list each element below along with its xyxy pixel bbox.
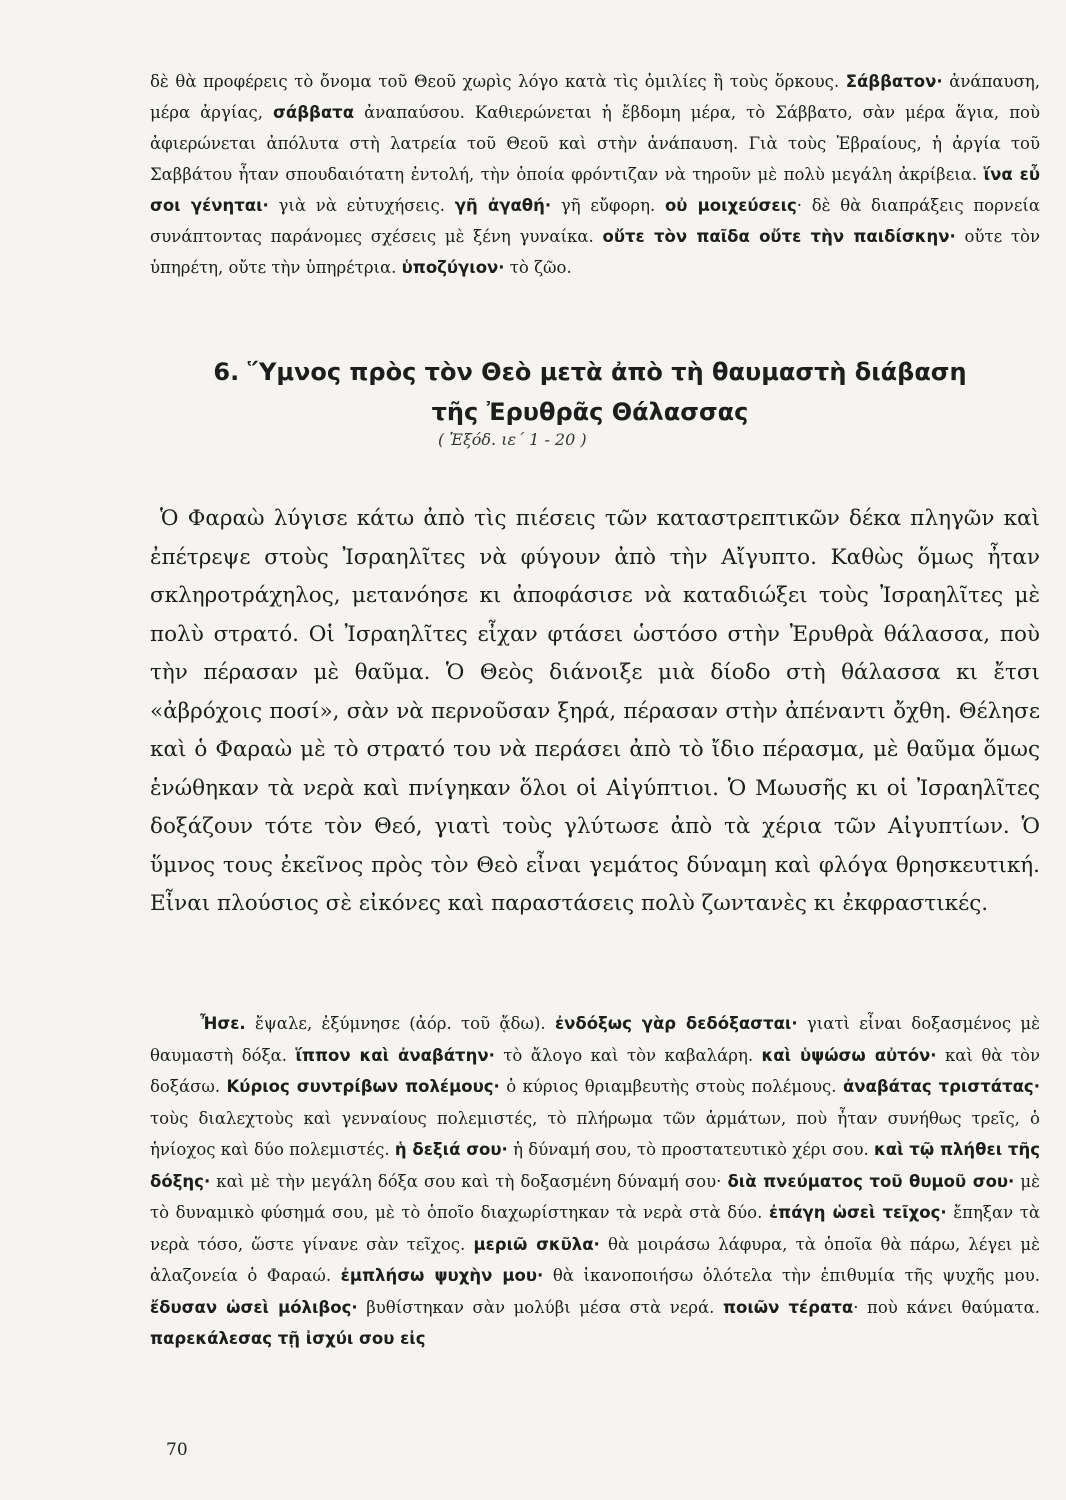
gloss-text: γιὰ νὰ εὐτυχήσεις. bbox=[268, 196, 455, 215]
gloss-text: ἡ δύναμή σου, τὸ προστατευτικὸ χέρι σου. bbox=[507, 1140, 875, 1159]
gloss-text: · δὲ θὰ διαπράξεις πορνεία συνάπτοντας παράνομες σχέσεις μὲ ξένη γυναίκα. bbox=[150, 196, 1040, 246]
lemma-term: ἐνδόξως γὰρ δεδόξασται· bbox=[554, 1014, 798, 1033]
gloss-text: μὲ τὸ δυναμικὸ φύσημά σου, μὲ τὸ ὁποῖο διαχωρίστηκαν τὰ νερὰ στὰ δύο. bbox=[150, 1171, 1040, 1222]
gloss-text: τοὺς διαλεχτοὺς καὶ γενναίους πολεμιστές, τὸ πλήρωμα τῶν ἁρμάτων, ποὺ ἦταν συνήθως τρεῖς, ὁ ἡνίοχος καὶ δύο πολεμιστές. bbox=[150, 1108, 1040, 1159]
lemma-term: οὐ μοιχεύσεις bbox=[664, 196, 797, 215]
heading-line-2: τῆς Ἐρυθρᾶς Θάλασσας bbox=[431, 398, 749, 426]
gloss-text: θὰ μοιράσω λάφυρα, τὰ ὁποῖα θὰ πάρω, λέγει μὲ ἀλαζονεία ὁ Φαραώ. bbox=[150, 1234, 1041, 1285]
gloss-text: τὸ ζῶο. bbox=[504, 258, 572, 277]
lemma-term: ἐπάγη ὡσεὶ τεῖχος· bbox=[768, 1203, 947, 1222]
lemma-term: ἀναβάτας τριστάτας· bbox=[842, 1077, 1040, 1096]
lemma-term: διὰ πνεύματος τοῦ θυμοῦ σου· bbox=[727, 1171, 1015, 1191]
lemma-term: παρεκάλεσας τῇ ἰσχύι σου εἰς bbox=[150, 1329, 426, 1348]
lemma-term: Κύριος συντρίβων πολέμους· bbox=[226, 1077, 500, 1096]
body-paragraph: Ὁ Φαραὼ λύγισε κάτω ἀπὸ τὶς πιέσεις τῶν καταστρεπτικῶν δέκα πληγῶν καὶ ἐπέτρεψε στοὺς Ἰσραηλῖτες νὰ φύγουν ἀπὸ τὴν Αἴγυπτο. Καθὼς ὅμως ἦταν σκληροτράχηλος, μετανόησε κι ἀποφάσισε νὰ καταδιώξει τοὺς Ἰσραηλῖτες μὲ πολὺ στρατό. Οἱ Ἰσραηλῖτες εἶχαν φτάσει ὡστόσο στὴν Ἐρυθρὰ θάλασσα, ποὺ τὴν πέρασαν μὲ θαῦμα. Ὁ Θεὸς διάνοιξε μιὰ δίοδο στὴ θάλασσα κι ἔτσι «ἀβρόχοις ποσί», σὰν νὰ περνοῦσαν ξηρά, πέρασαν στὴν ἀπέναντι ὄχθη. Θέλησε καὶ ὁ Φαραὼ μὲ τὸ στρατό του νὰ περάσει ἀπὸ τὸ ἴδιο πέρασμα, μὲ θαῦμα ὅμως ἑνώθηκαν τὰ νερὰ καὶ πνίγηκαν ὅλοι οἱ Αἰγύπτιοι. Ὁ Μωυσῆς κι οἱ Ἰσραηλῖτες δοξάζουν τότε τὸν Θεό, γιατὶ τοὺς γλύτωσε ἀπὸ τὰ χέρια τῶν Αἰγυπτίων. Ὁ ὕμνος τους ἐκεῖνος πρὸς τὸν Θεὸ εἶναι γεμάτος δύναμη καὶ φλόγα θρησκευτική. Εἶναι πλούσιος σὲ εἰκόνες καὶ παραστάσεις πολὺ ζωντανὲς κι ἐκφραστικές. bbox=[150, 506, 1040, 916]
heading-line-1: 6. Ὕμνος πρὸς τὸν Θεὸ μετὰ ἀπὸ τὴ θαυμαστὴ διάβαση bbox=[213, 358, 967, 386]
page-number: 70 bbox=[166, 1440, 188, 1460]
gloss-text: καὶ θὰ τὸν δοξάσω. bbox=[150, 1045, 1040, 1096]
lemma-term: καὶ τῷ πλήθει τῆς δόξης· bbox=[150, 1140, 1040, 1191]
gloss-text: γῆ εὔφορη. bbox=[551, 196, 665, 215]
lemma-term: σάββατα bbox=[273, 103, 355, 122]
gloss-text: βυθίστηκαν σὰν μολύβι μέσα στὰ νερά. bbox=[357, 1297, 723, 1317]
gloss-text: ἔψαλε, ἐξύμνησε (ἀόρ. τοῦ ᾄδω). bbox=[245, 1014, 555, 1033]
lemma-term: ποιῶν τέρατα bbox=[722, 1297, 854, 1317]
gloss-text: ἀναπαύσου. Καθιερώνεται ἡ ἔβδομη μέρα, τὸ Σάββατο, σὰν μέρα ἅγια, ποὺ ἀφιερώνεται ἀπόλυτα στὴ λατρεία τοῦ Θεοῦ καὶ στὴν ἀνάπαυση. Γιὰ τοὺς Ἑβραίους, ἡ ἀργία τοῦ Σαββάτου ἦταν σπουδαιότατη ἐντολή, τὴν ὁποία φρόντιζαν νὰ τηροῦν μὲ πολὺ μεγάλη ἀκρίβεια. bbox=[150, 103, 1040, 184]
lemma-term: Σάββατον· bbox=[845, 72, 943, 91]
notes-top-paragraph bbox=[150, 66, 1040, 283]
lemma-term: ἵνα εὖ σοι γένηται· bbox=[150, 165, 1041, 215]
lemma-term: Ἦσε. bbox=[200, 1014, 246, 1033]
gloss-text: · ποὺ κάνει θαύματα. bbox=[853, 1297, 1041, 1317]
lemma-term: ἡ δεξιά σου· bbox=[394, 1140, 508, 1159]
notes-bottom-paragraph bbox=[150, 1008, 1040, 1355]
gloss-text: ἔπηξαν τὰ νερὰ τόσο, ὥστε γίνανε σὰν τεῖχος. bbox=[150, 1203, 1040, 1254]
lemma-term: καὶ ὑψώσω αὐτόν· bbox=[761, 1045, 937, 1065]
gloss-text: γιατὶ εἶναι δοξασμένος μὲ θαυμαστὴ δόξα. bbox=[150, 1014, 1040, 1065]
gloss-text: ἀνάπαυση, μέρα ἀργίας, bbox=[150, 72, 1040, 122]
gloss-text: οὔτε τὸν ὑπηρέτη, οὔτε τὴν ὑπηρέτρια. bbox=[150, 227, 1041, 277]
scripture-reference: ( Ἐξόδ. ιε΄ 1 - 20 ) bbox=[438, 430, 587, 449]
gloss-text: θὰ ἱκανοποιήσω ὁλότελα τὴν ἐπιθυμία τῆς ψυχῆς μου. bbox=[543, 1266, 1040, 1285]
lemma-term: μεριῶ σκῦλα· bbox=[473, 1234, 600, 1254]
lemma-term: οὔτε τὸν παῖδα οὔτε τὴν παιδίσκην· bbox=[602, 227, 956, 246]
lemma-term: ὑποζύγιον· bbox=[401, 258, 505, 277]
gloss-text: δὲ θὰ προφέρεις τὸ ὄνομα τοῦ Θεοῦ χωρὶς λόγο κατὰ τὶς ὁμιλίες ἢ τοὺς ὅρκους. bbox=[150, 72, 846, 91]
section-heading bbox=[210, 352, 970, 432]
lemma-term: γῆ ἀγαθή· bbox=[454, 196, 552, 215]
lemma-term: ἐμπλήσω ψυχὴν μου· bbox=[340, 1266, 544, 1285]
gloss-text: ὁ κύριος θριαμβευτὴς στοὺς πολέμους. bbox=[499, 1077, 843, 1096]
gloss-text: καὶ μὲ τὴν μεγάλη δόξα σου καὶ τὴ δοξασμένη δύναμή σου· bbox=[210, 1171, 728, 1191]
lemma-term: ἵππον καὶ ἀναβάτην· bbox=[295, 1045, 495, 1065]
lemma-term: ἔδυσαν ὡσεὶ μόλιβος· bbox=[150, 1297, 358, 1317]
gloss-text: τὸ ἄλογο καὶ τὸν καβαλάρη. bbox=[494, 1045, 762, 1065]
